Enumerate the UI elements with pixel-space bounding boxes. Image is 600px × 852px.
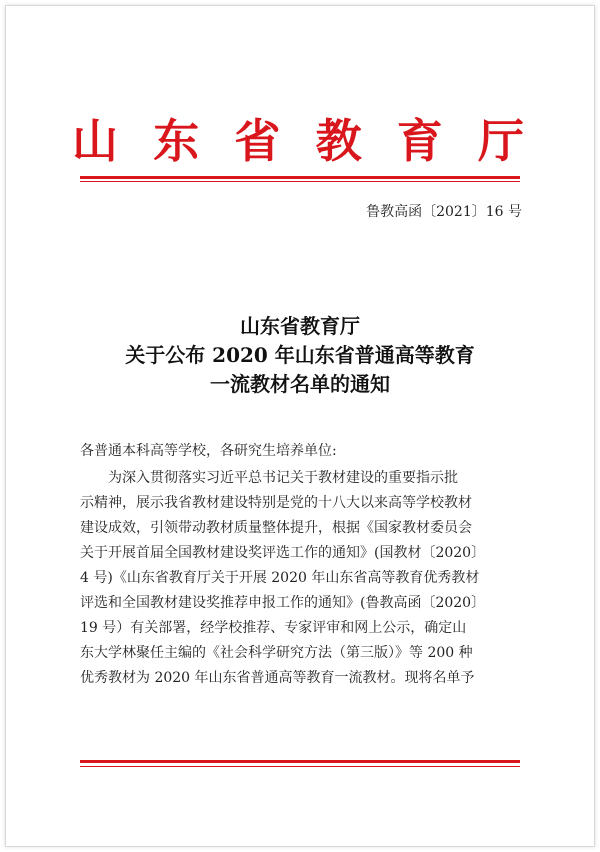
salutation: 各普通本科高等学校，各研究生培养单位: [80, 443, 337, 459]
letterhead [72, 114, 524, 168]
letterhead-char: 厅 [477, 114, 524, 168]
body-text-line: 优秀教材为 2020 年山东省普通高等教育一流教材。现将名单予 [80, 670, 475, 686]
letterhead-char: 山 [72, 114, 118, 168]
body-text-line: 4 号)《山东省教育厅关于开展 2020 年山东省高等教育优秀教材 [80, 570, 480, 586]
footer-divider-thin [80, 766, 520, 767]
body-text-line: 建设成效，引领带动教材质量整体提升，根据《国家教材委员会 [80, 520, 472, 536]
letterhead-divider-thin [80, 181, 520, 182]
document-title-line-1: 山东省教育厅 [240, 314, 360, 338]
body-text-line: 东大学林聚任主编的《社会科学研究方法（第三版）》等 200 种 [80, 645, 473, 661]
body-text-line: 19 号）有关部署，经学校推荐、专家评审和网上公示，确定山 [80, 620, 467, 636]
document-title-line-2: 关于公布 2020 年山东省普通高等教育 [125, 343, 475, 367]
document-title-line-3: 一流教材名单的通知 [210, 372, 390, 396]
body-text-line: 关于开展首届全国教材建设奖评选工作的通知》(国教材〔2020〕 [80, 545, 486, 561]
letterhead-divider-thick [80, 176, 520, 179]
letterhead-char: 省 [234, 114, 281, 168]
letterhead-char: 东 [153, 114, 200, 168]
body-text-line: 为深入贯彻落实习近平总书记关于教材建设的重要指示批 [108, 470, 458, 486]
body-text-line: 评选和全国教材建设奖推荐申报工作的通知》(鲁教高函〔2020〕 [80, 595, 486, 611]
body-text-line: 示精神，展示我省教材建设特别是党的十八大以来高等学校教材 [80, 495, 472, 511]
document-number: 鲁教高函〔2021〕16 号 [366, 204, 522, 220]
letterhead-char: 育 [396, 114, 443, 168]
footer-divider-thick [80, 760, 520, 763]
letterhead-char: 教 [315, 114, 362, 168]
